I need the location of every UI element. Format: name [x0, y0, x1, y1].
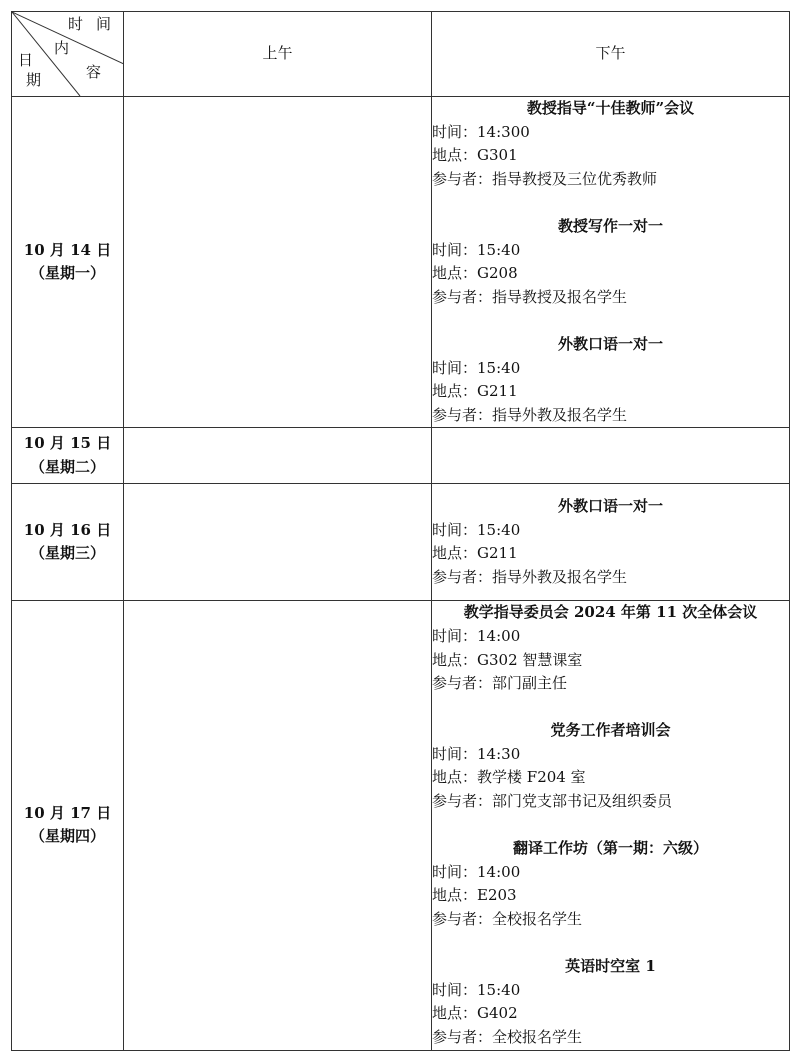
event-attendees — [432, 672, 789, 696]
attendees-value: 全校报名学生 — [492, 1028, 583, 1046]
attendees-label: 参与者： — [432, 287, 493, 306]
event-time — [432, 979, 789, 1003]
morning-cell — [124, 428, 432, 484]
time-value: 15:40 — [477, 358, 521, 377]
event-block — [432, 495, 789, 589]
weekday-label: （星期一） — [29, 264, 105, 283]
event-time — [432, 121, 789, 145]
attendees-value: 全校报名学生 — [492, 910, 583, 929]
attendees-value: 指导教授及三位优秀教师 — [492, 169, 658, 188]
afternoon-cell — [432, 97, 790, 428]
weekday-label: （星期二） — [29, 457, 105, 476]
time-label: 时间： — [432, 240, 478, 259]
date-label: 10 月 17 日 — [23, 803, 112, 822]
place-value: 教学楼 F204 室 — [477, 768, 586, 787]
event-title: 教授写作一对一 — [557, 216, 663, 235]
time-label: 时间： — [432, 980, 478, 999]
event-place — [432, 766, 789, 790]
schedule-table — [11, 11, 790, 1051]
event-attendees — [432, 286, 789, 310]
date-cell — [12, 428, 124, 484]
afternoon-cell — [432, 601, 790, 1050]
morning-cell — [124, 484, 432, 601]
event-block — [432, 837, 789, 931]
place-value: G211 — [477, 544, 518, 563]
event-title: 教学指导委员会 2024 年第 11 次全体会议 — [463, 603, 758, 622]
header-row — [12, 12, 790, 97]
event-time — [432, 743, 789, 767]
event-attendees — [432, 1026, 789, 1050]
schedule-row — [12, 428, 790, 484]
afternoon-cell — [432, 484, 790, 601]
place-value: G208 — [477, 264, 518, 283]
event-title: 党务工作者培训会 — [550, 721, 671, 740]
event-attendees — [432, 908, 789, 932]
event-block — [432, 955, 789, 1049]
event-title: 英语时空室 1 — [565, 957, 656, 976]
event-attendees — [432, 168, 789, 192]
time-value: 15:40 — [477, 240, 521, 259]
place-value: G302 智慧课室 — [477, 650, 583, 669]
event-block — [432, 215, 789, 309]
corner-time-1: 时 — [68, 15, 84, 33]
event-place — [432, 542, 789, 566]
event-attendees — [432, 566, 789, 590]
event-time — [432, 239, 789, 263]
event-time — [432, 625, 789, 649]
attendees-label: 参与者： — [432, 567, 493, 586]
event-time — [432, 861, 789, 885]
place-label: 地点： — [432, 544, 478, 563]
time-value: 15:40 — [477, 520, 521, 539]
place-label: 地点： — [432, 768, 478, 787]
time-label: 时间： — [432, 520, 478, 539]
attendees-value: 部门副主任 — [492, 674, 568, 693]
place-label: 地点： — [432, 146, 478, 165]
attendees-value: 部门党支部书记及组织委员 — [492, 792, 673, 811]
morning-cell — [124, 601, 432, 1050]
afternoon-header: 下午 — [432, 12, 790, 97]
attendees-label: 参与者： — [432, 910, 493, 929]
time-label: 时间： — [432, 626, 478, 645]
event-place — [432, 1002, 789, 1026]
attendees-label: 参与者： — [432, 405, 493, 424]
event-place — [432, 884, 789, 908]
attendees-value: 指导外教及报名学生 — [492, 567, 628, 586]
attendees-label: 参与者： — [432, 674, 493, 693]
schedule-row — [12, 97, 790, 428]
time-label: 时间： — [432, 744, 478, 763]
corner-content-2: 容 — [86, 63, 102, 81]
place-value: G301 — [477, 146, 518, 165]
event-block — [432, 601, 789, 695]
event-block — [432, 97, 789, 191]
event-block — [432, 333, 789, 427]
corner-date-1: 日 — [18, 51, 34, 69]
place-label: 地点： — [432, 264, 478, 283]
event-title: 教授指导“十佳教师”会议 — [526, 99, 695, 117]
corner-date-2: 期 — [26, 71, 42, 89]
attendees-value: 指导教授及报名学生 — [492, 287, 628, 306]
date-label: 10 月 15 日 — [23, 434, 112, 453]
corner-time-2: 间 — [96, 15, 112, 33]
time-label: 时间： — [432, 862, 478, 881]
attendees-label: 参与者： — [432, 169, 493, 188]
event-block — [432, 719, 789, 813]
event-title: 外教口语一对一 — [557, 497, 663, 516]
time-value: 14:00 — [477, 862, 521, 881]
time-value: 14:00 — [477, 626, 521, 645]
weekday-label: （星期四） — [29, 827, 105, 846]
place-label: 地点： — [432, 1004, 478, 1023]
corner-content-1: 内 — [54, 39, 70, 57]
time-value: 15:40 — [477, 980, 521, 999]
event-attendees — [432, 404, 789, 428]
date-cell — [12, 601, 124, 1050]
event-place — [432, 649, 789, 673]
attendees-label: 参与者： — [432, 1028, 493, 1046]
diagonal-header-cell — [12, 12, 124, 97]
time-value: 14:300 — [477, 122, 530, 141]
schedule-row — [12, 601, 790, 1050]
time-value: 14:30 — [477, 744, 521, 763]
date-cell — [12, 97, 124, 428]
place-value: G211 — [477, 382, 518, 401]
weekday-label: （星期三） — [29, 544, 105, 563]
event-place — [432, 262, 789, 286]
schedule-row — [12, 484, 790, 601]
event-time — [432, 519, 789, 543]
afternoon-cell — [432, 428, 790, 484]
place-label: 地点： — [432, 650, 478, 669]
attendees-label: 参与者： — [432, 792, 493, 811]
event-place — [432, 380, 789, 404]
event-title: 外教口语一对一 — [557, 334, 663, 353]
place-label: 地点： — [432, 886, 478, 905]
place-value: E203 — [477, 886, 517, 905]
event-title: 翻译工作坊（第一期：六级） — [512, 839, 708, 858]
date-label: 10 月 16 日 — [23, 520, 112, 539]
time-label: 时间： — [432, 358, 478, 377]
place-label: 地点： — [432, 382, 478, 401]
date-label: 10 月 14 日 — [23, 240, 112, 259]
morning-cell — [124, 97, 432, 428]
event-attendees — [432, 790, 789, 814]
morning-header: 上午 — [124, 12, 432, 97]
place-value: G402 — [477, 1004, 518, 1023]
date-cell — [12, 484, 124, 601]
time-label: 时间： — [432, 122, 478, 141]
event-time — [432, 357, 789, 381]
event-place — [432, 144, 789, 168]
attendees-value: 指导外教及报名学生 — [492, 405, 628, 424]
